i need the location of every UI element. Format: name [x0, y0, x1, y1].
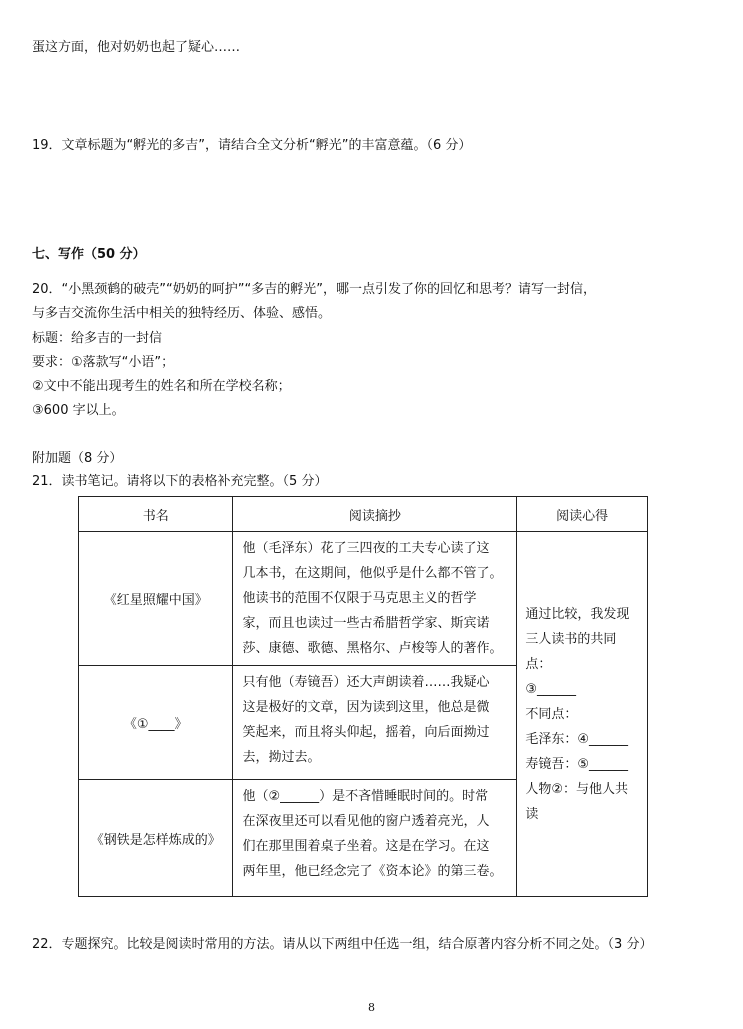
- book-title-cell: 《①____》: [79, 666, 233, 780]
- table-header-row: [79, 497, 648, 532]
- reading-notes-table: [78, 496, 648, 897]
- previous-passage-text: 蛋这方面，他对奶奶也起了疑心……: [32, 40, 241, 55]
- question-22: 22．专题探究。比较是阅读时常用的方法。请从以下两组中任选一组，结合原著内容分析不同之处。（3 分）: [32, 937, 653, 952]
- question-20-line-1: 20．“小黑颈鹤的破壳”“奶奶的呵护”“多吉的孵光”，哪一点引发了你的回忆和思考？请写一封信，: [32, 282, 596, 297]
- insight-text: 通过比较，我发现 三人读书的共同 点： ③______ 不同点： 毛泽东：④______ 寿镜吾：⑤______ 人物②：与他人共 读: [525, 606, 630, 822]
- question-19: 19．文章标题为“孵光的多吉”，请结合全文分析“孵光”的丰富意蕴。（6 分）: [32, 138, 472, 153]
- question-20-requirement-1: 要求：①落款写“小语”；: [32, 355, 175, 370]
- book-title-cell: 《钢铁是怎样炼成的》: [79, 780, 233, 897]
- header-book-title: 书名: [79, 497, 233, 532]
- bonus-section-title: 附加题（8 分）: [32, 451, 123, 466]
- insight-cell: [517, 532, 648, 897]
- question-21: 21．读书笔记。请将以下的表格补充完整。（5 分）: [32, 474, 328, 489]
- question-20-line-2: 与多吉交流你生活中相关的独特经历、体验、感悟。: [32, 306, 332, 321]
- question-20-requirement-2: ②文中不能出现考生的姓名和所在学校名称；: [32, 379, 291, 394]
- section-7-title: 七、写作（50 分）: [32, 247, 146, 262]
- book-title-cell: 《红星照耀中国》: [79, 532, 233, 666]
- page-number: 8: [368, 1001, 375, 1014]
- header-excerpt: 阅读摘抄: [233, 497, 517, 532]
- excerpt-cell: [233, 780, 517, 897]
- excerpt-cell: [233, 666, 517, 780]
- excerpt-text: 只有他（寿镜吾）还大声朗读着……我疑心 这是极好的文章，因为读到这里，他总是微 笑起来，而且将头仰起，摇着，向后面拗过 去，拗过去。: [242, 675, 490, 765]
- table-row: [79, 532, 648, 666]
- question-20-title-line: 标题：给多吉的一封信: [32, 331, 163, 346]
- header-insight: 阅读心得: [517, 497, 648, 532]
- excerpt-text: 他（②______）是不吝惜睡眠时间的。时常 在深夜里还可以看见他的窗户透着亮光，人 们在那里围着桌子坐着。这是在学习。在这 两年里，他已经念完了《资本论》的第三卷。: [242, 789, 503, 879]
- excerpt-text: 他（毛泽东）花了三四夜的工夫专心读了这 几本书，在这期间，他似乎是什么都不管了。 他读书的范围不仅限于马克思主义的哲学 家，而且也读过一些古希腊哲学家、斯宾诺 莎、康德、歌德、黑格尔、卢梭等人的著作。: [242, 541, 503, 656]
- excerpt-cell: [233, 532, 517, 666]
- question-20-requirement-3: ③600 字以上。: [32, 403, 125, 418]
